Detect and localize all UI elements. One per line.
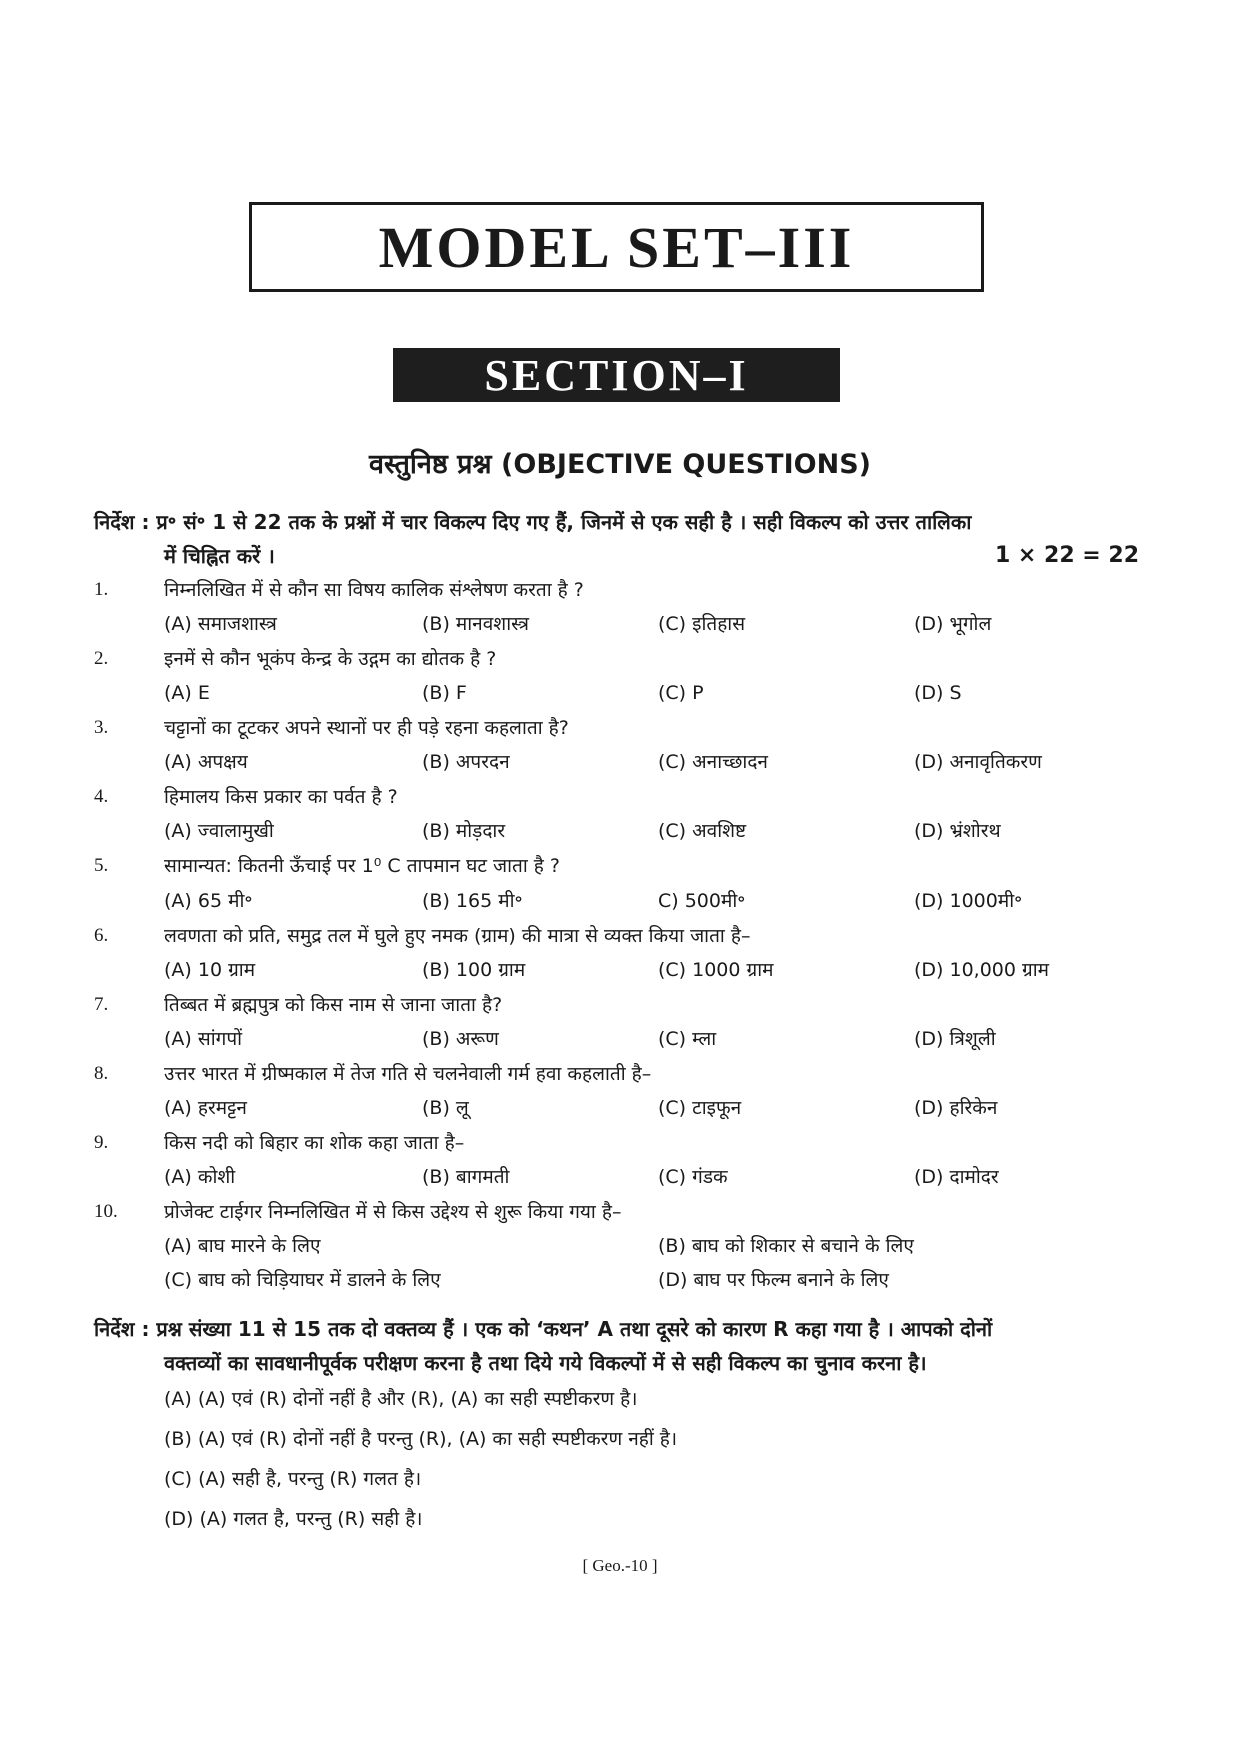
instruction-2-line-2: वक्तव्यों का सावधानीपूर्वक परीक्षण करना है तथा दिये गये विकल्पों में से सही विकल्प का चुनाव करना है।: [164, 1351, 927, 1375]
question-text: प्रोजेक्ट टाईगर निम्नलिखित में से किस उद्देश्य से शुरू किया गया है–: [164, 1201, 622, 1223]
option-c[interactable]: (C) P: [658, 682, 704, 704]
assertion-choice-b: (B) (A) एवं (R) दोनों नहीं है परन्तु (R), (A) का सही स्पष्टीकरण नहीं है।: [164, 1428, 678, 1450]
option-b[interactable]: (B) अरूण: [422, 1028, 499, 1050]
assertion-choice-d: (D) (A) गलत है, परन्तु (R) सही है।: [164, 1508, 423, 1530]
option-b[interactable]: (B) लू: [422, 1097, 469, 1119]
option-b[interactable]: (B) 165 मी॰: [422, 890, 523, 912]
question: [94, 921, 1139, 951]
option-a[interactable]: (A) कोशी: [164, 1166, 236, 1188]
option-a[interactable]: (A) अपक्षय: [164, 751, 248, 773]
option-d[interactable]: (D) S: [914, 682, 962, 704]
question: [94, 575, 1139, 605]
option-d[interactable]: (D) त्रिशूली: [914, 1028, 996, 1050]
option-a[interactable]: (A) बाघ मारने के लिए: [164, 1235, 321, 1257]
option-a[interactable]: (A) सांगपों: [164, 1028, 243, 1050]
question-text: उत्तर भारत में ग्रीष्मकाल में तेज गति से चलनेवाली गर्म हवा कहलाती है–: [164, 1063, 652, 1085]
question: [94, 644, 1139, 674]
option-c[interactable]: (C) अनाच्छादन: [658, 751, 768, 773]
question-text: तिब्बत में ब्रह्मपुत्र को किस नाम से जाना जाता है?: [164, 994, 503, 1016]
option-d[interactable]: (D) अनावृतिकरण: [914, 751, 1042, 773]
question-text: किस नदी को बिहार का शोक कहा जाता है–: [164, 1132, 465, 1154]
question-text: इनमें से कौन भूकंप केन्द्र के उद्गम का द्योतक है ?: [164, 648, 497, 670]
option-b[interactable]: (B) 100 ग्राम: [422, 959, 526, 981]
question: [94, 1128, 1139, 1158]
option-d[interactable]: (D) भ्रंशोरथ: [914, 820, 1001, 842]
option-b[interactable]: (B) F: [422, 682, 467, 704]
option-a[interactable]: (A) E: [164, 682, 210, 704]
instruction-1-line-2: में चिह्नित करें ।: [164, 544, 275, 568]
marks-label: 1 × 22 = 22: [994, 543, 1139, 568]
option-a[interactable]: (A) हरमट्टन: [164, 1097, 247, 1119]
option-a[interactable]: (A) समाजशास्त्र: [164, 613, 277, 635]
instruction-2-line-1: निर्देश : प्रश्न संख्या 11 से 15 तक दो वक्तव्य हैं । एक को ‘कथन’ A तथा दूसरे को कारण R कहा गया है । आपको दोनों: [94, 1317, 993, 1341]
question-number: 1.: [94, 579, 109, 600]
question-number: 7.: [94, 994, 109, 1015]
option-c[interactable]: (C) गंडक: [658, 1166, 728, 1188]
section-heading: SECTION–I: [393, 348, 840, 402]
question-number: 3.: [94, 717, 109, 738]
option-a[interactable]: (A) 10 ग्राम: [164, 959, 256, 981]
question-text: सामान्यत: कितनी ऊँचाई पर 1⁰ C तापमान घट जाता है ?: [164, 855, 560, 877]
instruction-1-line-1: निर्देश : प्र॰ सं॰ 1 से 22 तक के प्रश्नों में चार विकल्प दिए गए हैं, जिनमें से एक सही है । सही विकल्प को उत्तर तालिका: [94, 510, 972, 534]
question-number: 5.: [94, 855, 109, 876]
question: [94, 782, 1139, 812]
question: [94, 1197, 1139, 1227]
page-footer: [ Geo.-10 ]: [582, 1556, 658, 1575]
question: [94, 1059, 1139, 1089]
option-c[interactable]: (C) अवशिष्ट: [658, 820, 747, 842]
option-b[interactable]: (B) बागमती: [422, 1166, 510, 1188]
option-c[interactable]: (C) म्ला: [658, 1028, 717, 1050]
option-c[interactable]: (C) इतिहास: [658, 613, 746, 635]
question-number: 10.: [94, 1201, 118, 1222]
question-text: निम्नलिखित में से कौन सा विषय कालिक संश्लेषण करता है ?: [164, 579, 584, 601]
assertion-choice-c: (C) (A) सही है, परन्तु (R) गलत है।: [164, 1468, 422, 1490]
question-number: 4.: [94, 786, 109, 807]
instruction-block-1: [94, 505, 1139, 573]
option-d[interactable]: (D) हरिकेन: [914, 1097, 998, 1119]
option-d[interactable]: (D) भूगोल: [914, 613, 992, 635]
question: [94, 851, 1139, 881]
option-d[interactable]: (D) दामोदर: [914, 1166, 999, 1188]
option-a[interactable]: (A) 65 मी॰: [164, 890, 253, 912]
option-c[interactable]: (C) टाइफून: [658, 1097, 742, 1119]
option-c[interactable]: C) 500मी॰: [658, 890, 746, 912]
option-b[interactable]: (B) मानवशास्त्र: [422, 613, 530, 635]
option-b[interactable]: (B) अपरदन: [422, 751, 510, 773]
question: [94, 990, 1139, 1020]
assertion-choice-a: (A) (A) एवं (R) दोनों नहीं है और (R), (A) का सही स्पष्टीकरण है।: [164, 1388, 638, 1410]
instruction-block-2: [94, 1312, 1139, 1380]
option-c[interactable]: (C) 1000 ग्राम: [658, 959, 774, 981]
question-text: लवणता को प्रति, समुद्र तल में घुले हुए नमक (ग्राम) की मात्रा से व्यक्त किया जाता है–: [164, 925, 751, 947]
question-number: 2.: [94, 648, 109, 669]
question-text: हिमालय किस प्रकार का पर्वत है ?: [164, 786, 398, 808]
option-a[interactable]: (A) ज्वालामुखी: [164, 820, 274, 842]
option-c[interactable]: (C) बाघ को चिड़ियाघर में डालने के लिए: [164, 1269, 441, 1291]
question-number: 9.: [94, 1132, 109, 1153]
question: [94, 713, 1139, 743]
option-d[interactable]: (D) 1000मी॰: [914, 890, 1023, 912]
option-d[interactable]: (D) बाघ पर फिल्म बनाने के लिए: [658, 1269, 889, 1291]
option-b[interactable]: (B) मोड़दार: [422, 820, 506, 842]
option-d[interactable]: (D) 10,000 ग्राम: [914, 959, 1050, 981]
question-number: 6.: [94, 925, 109, 946]
option-b[interactable]: (B) बाघ को शिकार से बचाने के लिए: [658, 1235, 914, 1257]
page-title: MODEL SET–III: [249, 202, 984, 292]
question-number: 8.: [94, 1063, 109, 1084]
subtitle: वस्तुनिष्ठ प्रश्न (OBJECTIVE QUESTIONS): [369, 449, 871, 480]
question-text: चट्टानों का टूटकर अपने स्थानों पर ही पड़े रहना कहलाता है?: [164, 717, 569, 739]
